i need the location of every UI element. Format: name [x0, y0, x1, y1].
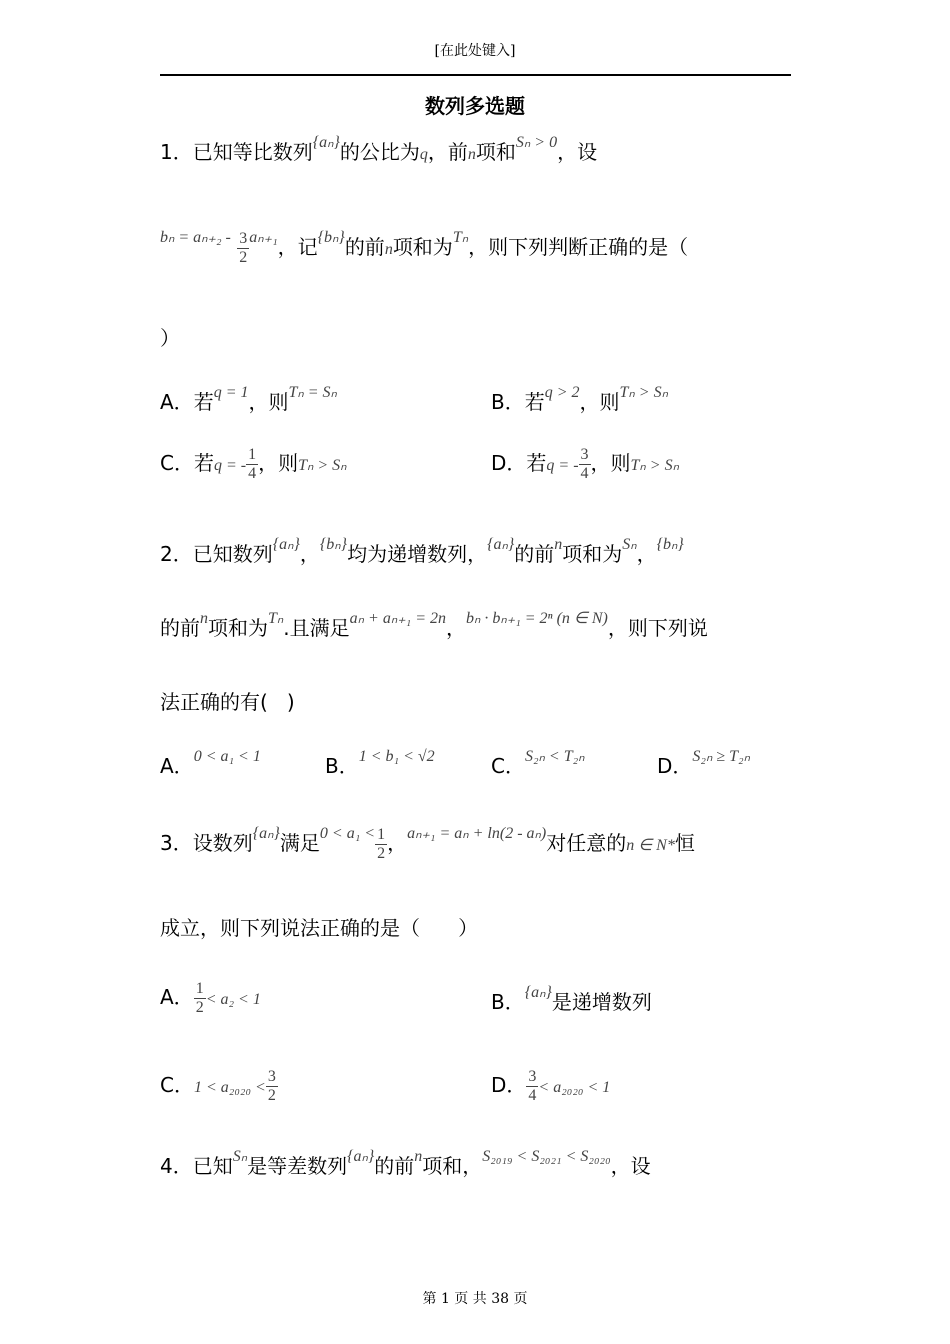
q2-number: 2． — [160, 542, 193, 566]
fraction-one-quarter: $\frac{1}{4}$ — [248, 446, 257, 482]
q2-option-b: B．$^{1 < b_1 < √2}$ — [325, 748, 435, 778]
fraction-three-quarters: $\frac{3}{4}$ — [580, 446, 589, 482]
math-sequence-b: {bₙ} — [317, 229, 345, 246]
q3-option-d: D． $\frac{3}{4}$ < a₂₀₂₀ < 1 — [491, 1068, 611, 1104]
fraction-three-halves: $\frac{3}{2}$ — [239, 230, 248, 266]
q2-line1: 2．已知数列$^{\{a_n\}}$，$^{\{b_n\}}$均为递增数列，$^{\{a_n\}}$的前$^n$项和为$^{S_n}$，$^{\{b_n\}}$ — [160, 536, 684, 566]
q1-option-b: B．若$^{q > 2}$，则$^{T_n > S_n}$ — [491, 384, 668, 414]
q1-option-a: A．若$^{q = 1}$，则$^{T_n = S_n}$ — [160, 384, 337, 414]
q1-line2: $^{b_n = a_{n+2} -}$ $\frac{3}{2}$ $^{a_{n+1}}$，记$^{\{b_n\}}$的前n项和为$^{T_n}$，则下列判断正确的是（ — [160, 229, 689, 266]
q3-option-b: B．$^{\{a_n\}}$是递增数列 — [491, 984, 652, 1014]
q2-line2: 的前$^n$项和为$^{T_n}$.且满足$^{a_n + a_{n+1} = 2n}$，$^{b_n \cdot b_{n+1} = 2^n (n \in N)}$，则下列说 — [160, 610, 708, 640]
q3-line2: 成立，则下列说法正确的是（ ） — [160, 916, 479, 940]
math-sn-positive: Sₙ > 0 — [515, 134, 558, 151]
q4-number: 4． — [160, 1154, 193, 1178]
math-sequence-a: {aₙ} — [312, 134, 340, 151]
math-recurrence: aₙ₊₁ = aₙ + ln(2 - aₙ) — [407, 825, 547, 842]
q1-option-c: C．若q = - $\frac{1}{4}$ ，则Tₙ > Sₙ — [160, 446, 347, 482]
doc-title: 数列多选题 — [425, 94, 525, 118]
math-partial-sums: S₂₀₁₉ < S₂₀₂₁ < S₂₀₂₀ — [482, 1148, 611, 1165]
q3-option-a: A． $\frac{1}{2}$ < a₂ < 1 — [160, 980, 261, 1016]
math-a-sum-eq: aₙ + aₙ₊₁ = 2n — [349, 610, 446, 627]
q1-number: 1． — [160, 140, 193, 164]
q3-option-c: C．1 < a₂₀₂₀ < $\frac{3}{2}$ — [160, 1068, 276, 1104]
q2-option-d: D．$^{S_{2n} \ge T_{2n}}$ — [657, 748, 750, 778]
q3-line1: 3．设数列$^{\{a_n\}}$满足$^{0 < a_1 <}$ $\frac{1}{2}$ ，$^{a_{n+1} = a_n + ln(2 - a_n)}$对任意的n ∈ N*恒 — [160, 825, 695, 862]
q2-line3: 法正确的有( ) — [160, 690, 295, 714]
header-rule — [160, 74, 791, 76]
q2-option-a: A．$^{0 < a_1 < 1}$ — [160, 748, 261, 778]
fraction-one-half: $\frac{1}{2}$ — [377, 826, 386, 862]
q3-number: 3． — [160, 831, 193, 855]
q2-option-c: C．$^{S_{2n} < T_{2n}}$ — [491, 748, 585, 778]
math-tn: Tₙ — [452, 229, 469, 246]
q4-line1: 4．已知$^{S_n}$是等差数列$^{\{a_n\}}$的前$^n$项和，$^{S_{2019} < S_{2021} < S_{2020}}$，设 — [160, 1148, 651, 1178]
page-header: [在此处键入] — [434, 43, 516, 59]
q1-option-d: D．若q = - $\frac{3}{4}$ ，则Tₙ > Sₙ — [491, 446, 679, 482]
page-footer: 第 1 页 共 38 页 — [422, 1291, 528, 1307]
q1-line3: ） — [160, 326, 180, 350]
q1-line1: 1．已知等比数列$^{\{a_n\}}$的公比为q，前n项和$^{S_n > 0}$，设 — [160, 134, 598, 164]
math-b-product-eq: bₙ · bₙ₊₁ = 2ⁿ (n ∈ N) — [466, 610, 608, 627]
math-b-definition: bₙ = aₙ₊₂ - — [160, 229, 231, 246]
